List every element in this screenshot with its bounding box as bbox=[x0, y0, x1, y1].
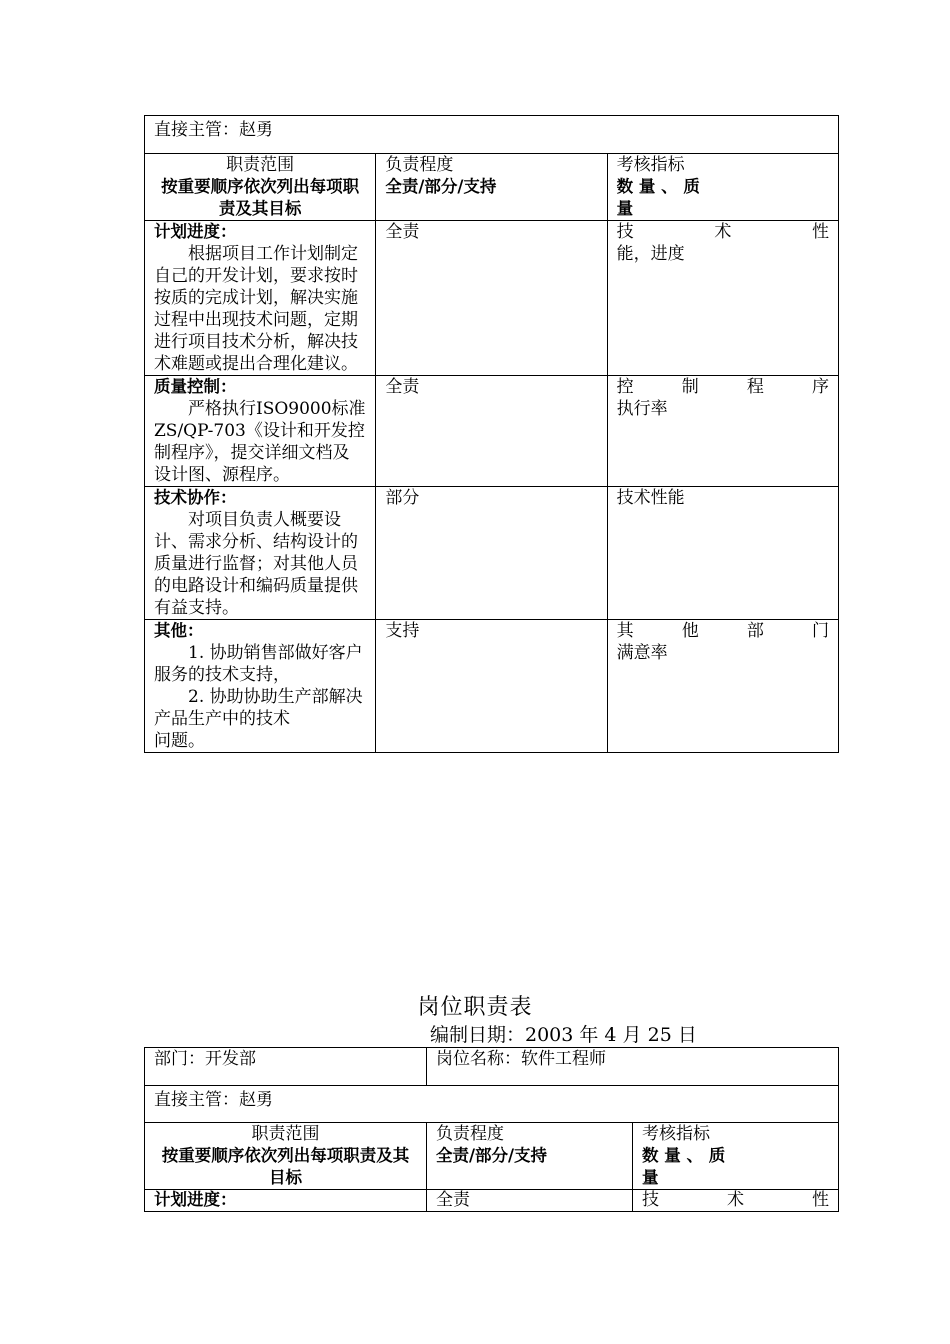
table-row bbox=[145, 487, 839, 620]
duty-item-cont: 问题。 bbox=[154, 731, 205, 751]
kpi-title: 考核指标 bbox=[642, 1124, 710, 1144]
table-row bbox=[145, 1190, 839, 1212]
scope-title: 职责范围 bbox=[251, 1124, 320, 1144]
duty-cell bbox=[145, 1190, 427, 1212]
degree-cell bbox=[376, 221, 607, 376]
table-row bbox=[145, 620, 839, 753]
supervisor-cell bbox=[145, 116, 839, 154]
duty-item: 1. 协助销售部做好客户服务的技术支持， bbox=[154, 643, 363, 685]
kpi-value: 技 术 性 bbox=[642, 1190, 829, 1210]
kpi-value: 技 术 性 bbox=[616, 222, 829, 242]
duty-table-page1 bbox=[144, 115, 839, 753]
supervisor-label: 直接主管：赵勇 bbox=[154, 1090, 273, 1110]
degree-cell bbox=[376, 487, 607, 620]
duty-body: 对项目负责人概要设计、需求分析、结构设计的质量进行监督；对其他人员的电路设计和编码质量提供有益支持。 bbox=[154, 510, 358, 618]
kpi-header bbox=[607, 154, 838, 221]
degree-value: 全责 bbox=[385, 377, 420, 397]
degree-header bbox=[427, 1123, 633, 1190]
duty-item: 2. 协助协助生产部解决产品生产中的技术 bbox=[154, 687, 363, 729]
kpi-value-cont: 执行率 bbox=[616, 399, 668, 419]
degree-value: 支持 bbox=[385, 621, 420, 641]
scope-header bbox=[145, 1123, 427, 1190]
kpi-cell bbox=[607, 620, 838, 753]
supervisor-cell bbox=[145, 1086, 839, 1123]
duty-heading: 技术协作： bbox=[154, 488, 237, 507]
duty-cell bbox=[145, 221, 376, 376]
duty-heading: 计划进度： bbox=[154, 1190, 237, 1209]
kpi-title: 考核指标 bbox=[616, 155, 685, 175]
position-cell bbox=[427, 1048, 839, 1086]
duty-cell bbox=[145, 620, 376, 753]
department-cell bbox=[145, 1048, 427, 1086]
degree-value: 全责 bbox=[385, 222, 420, 242]
scope-title: 职责范围 bbox=[226, 155, 295, 175]
kpi-header bbox=[633, 1123, 839, 1190]
duty-body: 根据项目工作计划制定自己的开发计划，要求按时按质的完成计划，解决实施过程中出现技术问题，定期进行项目技术分析，解决技术难题或提出合理化建议。 bbox=[154, 244, 358, 374]
table-row bbox=[145, 221, 839, 376]
header-row bbox=[145, 154, 839, 221]
degree-header bbox=[376, 154, 607, 221]
kpi-cell bbox=[607, 376, 838, 487]
page-title: 岗位职责表 bbox=[417, 995, 533, 1020]
degree-title: 负责程度 bbox=[436, 1124, 504, 1144]
table-row bbox=[145, 376, 839, 487]
degree-cell bbox=[427, 1190, 633, 1212]
scope-header bbox=[145, 154, 376, 221]
kpi-subtitle: 数 量 、 质 bbox=[616, 177, 700, 196]
position-label: 岗位名称：软件工程师 bbox=[436, 1049, 606, 1069]
kpi-subtitle-cont: 量 bbox=[616, 199, 634, 218]
kpi-value-cont: 能，进度 bbox=[616, 244, 685, 264]
scope-subtitle: 按重要顺序依次列出每项职责及其目标 bbox=[161, 1146, 410, 1187]
kpi-subtitle-cont: 量 bbox=[642, 1168, 659, 1187]
duty-heading: 计划进度： bbox=[154, 222, 237, 241]
duty-body: 严格执行ISO9000标准ZS/QP-703《设计和开发控制程序》，提交详细文档及设计图、源程序。 bbox=[154, 399, 366, 485]
kpi-cell bbox=[633, 1190, 839, 1212]
kpi-value: 控 制 程 序 bbox=[616, 377, 829, 397]
degree-cell bbox=[376, 620, 607, 753]
kpi-value: 技术性能 bbox=[616, 488, 685, 508]
duty-cell bbox=[145, 487, 376, 620]
duty-cell bbox=[145, 376, 376, 487]
degree-cell bbox=[376, 376, 607, 487]
kpi-subtitle: 数 量 、 质 bbox=[642, 1146, 726, 1165]
department-label: 部门：开发部 bbox=[154, 1049, 256, 1069]
duty-heading: 质量控制： bbox=[154, 377, 237, 396]
supervisor-label: 直接主管：赵勇 bbox=[154, 120, 273, 140]
header-row bbox=[145, 1123, 839, 1190]
scope-subtitle: 按重要顺序依次列出每项职责及其目标 bbox=[161, 177, 360, 218]
degree-title: 负责程度 bbox=[385, 155, 454, 175]
kpi-value: 其 他 部 门 bbox=[616, 621, 829, 641]
compile-date: 编制日期：2003 年 4 月 25 日 bbox=[430, 1024, 697, 1046]
degree-subtitle: 全责/部分/支持 bbox=[436, 1146, 548, 1165]
duty-table-page2 bbox=[144, 1047, 839, 1212]
degree-subtitle: 全责/部分/支持 bbox=[385, 177, 497, 196]
kpi-value-cont: 满意率 bbox=[616, 643, 668, 663]
duty-heading: 其他： bbox=[154, 621, 204, 640]
kpi-cell bbox=[607, 221, 838, 376]
degree-value: 全责 bbox=[436, 1190, 470, 1210]
kpi-cell bbox=[607, 487, 838, 620]
degree-value: 部分 bbox=[385, 488, 420, 508]
